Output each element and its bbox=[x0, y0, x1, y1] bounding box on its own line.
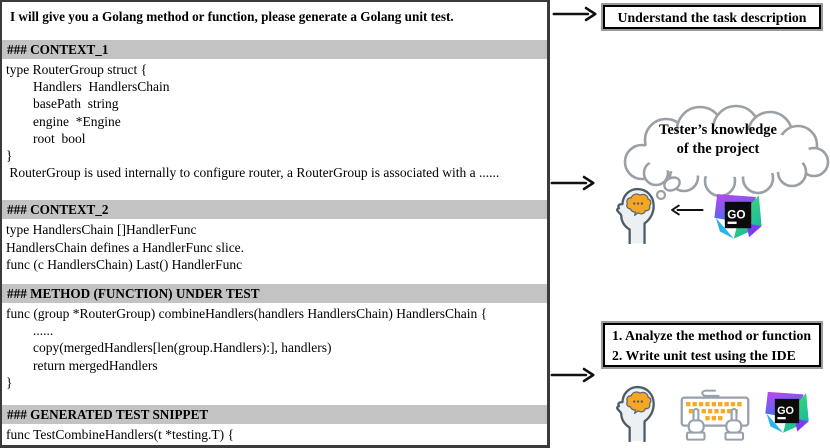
section-header: ### METHOD (FUNCTION) UNDER TEST bbox=[2, 284, 547, 303]
code-line: basePath string bbox=[6, 96, 119, 112]
code-block bbox=[2, 59, 547, 181]
code-line: type HandlersChain []HandlerFunc bbox=[6, 222, 197, 238]
tester-head-brain-icon bbox=[612, 186, 658, 244]
cloud-line-1: Tester’s knowledge bbox=[658, 122, 777, 138]
code-line: engine *Engine bbox=[6, 113, 121, 129]
code-line: root bool bbox=[6, 130, 86, 146]
code-line: ...... bbox=[6, 323, 54, 339]
code-line: type RouterGroup struct { bbox=[6, 62, 148, 77]
section-header: ### GENERATED TEST SNIPPET bbox=[2, 405, 547, 424]
code-block bbox=[2, 424, 547, 443]
arrow-right-icon bbox=[552, 5, 598, 23]
cloud-text bbox=[618, 121, 818, 159]
arrow-left-icon bbox=[670, 203, 704, 217]
step-box-understand: Understand the task description bbox=[603, 5, 821, 29]
code-line: func (group *RouterGroup) combineHandlers(handlers HandlersChain) HandlersChain { bbox=[6, 306, 488, 322]
section-context-1 bbox=[2, 40, 547, 181]
code-line: return mergedHandlers bbox=[6, 357, 158, 373]
arrow-right-icon bbox=[550, 366, 596, 384]
cloud-line-2: of the project bbox=[676, 141, 760, 157]
code-block bbox=[2, 219, 547, 273]
goland-ide-icon bbox=[764, 388, 810, 434]
code-block bbox=[2, 303, 547, 391]
code-line: copy(mergedHandlers[len(group.Handlers):], handlers) bbox=[6, 340, 332, 356]
code-line: } bbox=[6, 374, 13, 390]
task-description: I will give you a Golang method or function, please generate a Golang unit test. bbox=[10, 9, 454, 24]
step2-line-2: 2. Write unit test using the IDE bbox=[612, 348, 796, 363]
code-line: RouterGroup is used internally to configure router, a RouterGroup is associated with a ...... bbox=[6, 165, 500, 181]
goland-ide-icon bbox=[713, 190, 763, 240]
code-line: func TestCombineHandlers(t *testing.T) { bbox=[6, 427, 234, 443]
section-generated-test-snippet bbox=[2, 405, 547, 443]
keyboard-typing-icon bbox=[678, 388, 752, 444]
section-context-2 bbox=[2, 200, 547, 273]
code-line: func (c HandlersChain) Last() HandlerFunc bbox=[6, 256, 243, 272]
code-line: } bbox=[6, 148, 13, 164]
code-line: HandlersChain defines a HandlerFunc slice. bbox=[6, 239, 245, 255]
code-line: Handlers HandlersChain bbox=[6, 79, 170, 95]
step-box-analyze-write bbox=[603, 323, 821, 367]
tester-head-brain-icon bbox=[612, 384, 658, 442]
section-header: ### CONTEXT_1 bbox=[2, 40, 547, 59]
section-method-under-test bbox=[2, 284, 547, 391]
arrow-right-icon bbox=[550, 174, 596, 192]
step2-line-1: 1. Analyze the method or function bbox=[612, 328, 812, 343]
section-header: ### CONTEXT_2 bbox=[2, 200, 547, 219]
